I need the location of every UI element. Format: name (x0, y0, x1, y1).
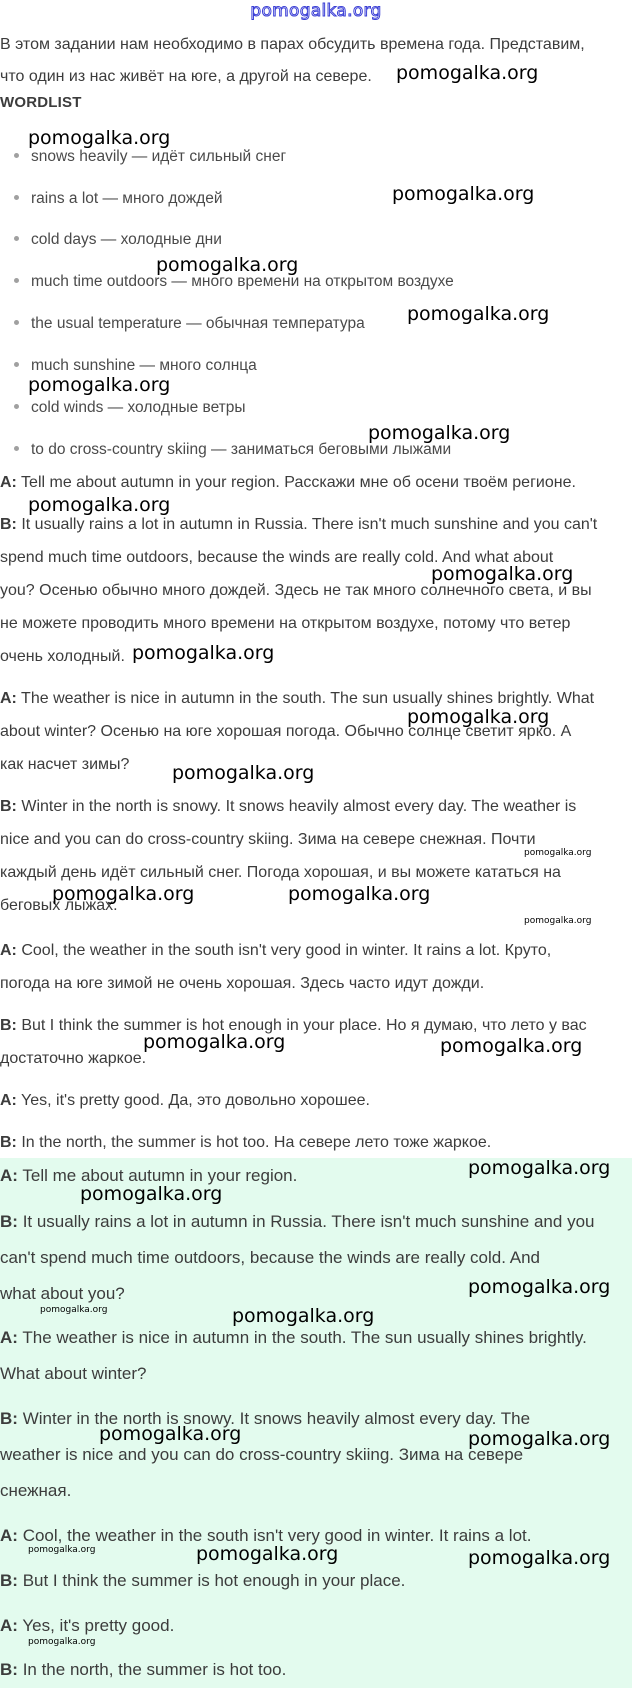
wordlist-item: much time outdoors — много времени на открытом воздухе (14, 272, 454, 292)
dialog-line: nice and you can do cross-country skiing. Зима на севере снежная. Почти (0, 831, 536, 848)
watermark: pomogalka.org (468, 1428, 611, 1450)
speaker-label: B: (0, 1134, 17, 1151)
watermark: pomogalka.org (28, 1637, 96, 1647)
speaker-label: A: (0, 1526, 18, 1545)
watermark: pomogalka.org (407, 303, 550, 325)
wordlist-item: much sunshine — много солнца (14, 356, 257, 376)
wordlist-item: cold winds — холодные ветры (14, 398, 246, 418)
dialog-line: A: Cool, the weather in the south isn't very good in winter. It rains a lot. Круто, (0, 942, 552, 959)
watermark: pomogalka.org (232, 1305, 375, 1327)
watermark: pomogalka.org (99, 1423, 242, 1445)
speaker-label: A: (0, 1092, 17, 1109)
dialog-line: B: But I think the summer is hot enough in your place. (0, 1571, 406, 1590)
dialog-line: очень холодный. (0, 648, 125, 665)
bullet-icon (14, 278, 19, 283)
wordlist-item: snows heavily — идёт сильный снег (14, 147, 286, 167)
watermark: pomogalka.org (288, 883, 431, 905)
watermark: pomogalka.org (52, 883, 195, 905)
watermark: pomogalka.org (468, 1157, 611, 1179)
dialog-line: B: It usually rains a lot in autumn in Russia. There isn't much sunshine and you (0, 1212, 595, 1231)
speaker-label: B: (0, 516, 17, 533)
dialog-line: A: Tell me about autumn in your region. Расскажи мне об осени твоём регионе. (0, 474, 576, 491)
watermark: pomogalka.org (524, 848, 592, 858)
dialog-line: spend much time outdoors, because the winds are really cold. And what about (0, 549, 554, 566)
bullet-icon (14, 153, 19, 158)
dialog-line: weather is nice and you can do cross-country skiing. Зима на севере (0, 1445, 524, 1464)
dialog-line: B: In the north, the summer is hot too. (0, 1660, 287, 1679)
speaker-label: B: (0, 1212, 18, 1231)
wordlist-heading: WORDLIST (0, 94, 82, 111)
speaker-label: A: (0, 1616, 18, 1635)
dialog-line: погода на юге зимой не очень хорошая. Здесь часто идут дожди. (0, 975, 485, 992)
watermark: pomogalka.org (524, 916, 592, 926)
speaker-label: A: (0, 1166, 18, 1185)
watermark: pomogalka.org (28, 494, 171, 516)
wordlist-item: to do cross-country skiing — заниматься беговыми лыжами (14, 440, 451, 460)
speaker-label: A: (0, 1328, 18, 1347)
dialog-line: A: Tell me about autumn in your region. (0, 1166, 298, 1185)
site-header (0, 0, 632, 24)
watermark: pomogalka.org (468, 1547, 611, 1569)
watermark: pomogalka.org (40, 1305, 108, 1315)
dialog-line: A: The weather is nice in autumn in the south. The sun usually shines brightly. (0, 1328, 587, 1347)
dialog-line: A: Cool, the weather in the south isn't very good in winter. It rains a lot. (0, 1526, 532, 1545)
bullet-icon (14, 195, 19, 200)
dialog-line: What about winter? (0, 1364, 147, 1383)
bullet-icon (14, 446, 19, 451)
dialog-line: can't spend much time outdoors, because the winds are really cold. And (0, 1248, 540, 1267)
watermark: pomogalka.org (396, 62, 539, 84)
speaker-label: B: (0, 798, 17, 815)
watermark: pomogalka.org (28, 127, 171, 149)
watermark: pomogalka.org (407, 706, 550, 728)
dialog-line: B: Winter in the north is snowy. It snows heavily almost every day. The weather is (0, 798, 577, 815)
watermark: pomogalka.org (392, 183, 535, 205)
dialog-line: снежная. (0, 1481, 72, 1500)
bullet-icon (14, 362, 19, 367)
watermark: pomogalka.org (368, 422, 511, 444)
watermark: pomogalka.org (80, 1183, 223, 1205)
watermark: pomogalka.org (28, 374, 171, 396)
dialog-line: достаточно жаркое. (0, 1050, 147, 1067)
speaker-label: B: (0, 1409, 18, 1428)
watermark: pomogalka.org (431, 563, 574, 585)
wordlist-item: the usual temperature — обычная температура (14, 314, 365, 334)
dialog-line: about winter? Осенью на юге хорошая погода. Обычно солнце светит ярко. А (0, 723, 572, 740)
bullet-icon (14, 404, 19, 409)
speaker-label: A: (0, 690, 17, 707)
bullet-icon (14, 320, 19, 325)
watermark: pomogalka.org (143, 1031, 286, 1053)
dialog-line: B: In the north, the summer is hot too. На севере лето тоже жаркое. (0, 1134, 492, 1151)
dialog-line: B: But I think the summer is hot enough in your place. Но я думаю, что лето у вас (0, 1017, 587, 1034)
speaker-label: B: (0, 1660, 18, 1679)
speaker-label: B: (0, 1017, 17, 1034)
dialog-line: what about you? (0, 1284, 125, 1303)
dialog-line: you? Осенью обычно много дождей. Здесь не так много солнечного света, и вы (0, 582, 592, 599)
dialog-line: A: Yes, it's pretty good. (0, 1616, 175, 1635)
watermark: pomogalka.org (156, 254, 299, 276)
bullet-icon (14, 236, 19, 241)
site-logo[interactable]: pomogalka.org (250, 1, 382, 21)
speaker-label: A: (0, 474, 17, 491)
dialog-line: как насчет зимы? (0, 756, 130, 773)
dialog-line: каждый день идёт сильный снег. Погода хорошая, и вы можете кататься на (0, 864, 561, 881)
wordlist-item: rains a lot — много дождей (14, 189, 223, 209)
dialog-line: B: It usually rains a lot in autumn in Russia. There isn't much sunshine and you can't (0, 516, 598, 533)
dialog-line: A: Yes, it's pretty good. Да, это довольно хорошее. (0, 1092, 370, 1109)
speaker-label: B: (0, 1571, 18, 1590)
watermark: pomogalka.org (440, 1035, 583, 1057)
dialog-line: беговых лыжах. (0, 897, 118, 914)
dialog-line: не можете проводить много времени на открытом воздухе, потому что ветер (0, 615, 571, 632)
speaker-label: A: (0, 942, 17, 959)
dialog-line: B: Winter in the north is snowy. It snows heavily almost every day. The (0, 1409, 531, 1428)
watermark: pomogalka.org (196, 1543, 339, 1565)
watermark: pomogalka.org (172, 762, 315, 784)
watermark: pomogalka.org (468, 1276, 611, 1298)
watermark: pomogalka.org (132, 642, 275, 664)
watermark: pomogalka.org (28, 1545, 96, 1555)
wordlist-item: cold days — холодные дни (14, 230, 222, 250)
intro-line-2: что один из нас живёт на юге, а другой на севере. (0, 68, 372, 85)
dialog-line: A: The weather is nice in autumn in the south. The sun usually shines brightly. What (0, 690, 595, 707)
intro-line-1: В этом задании нам необходимо в парах обсудить времена года. Представим, (0, 36, 585, 53)
